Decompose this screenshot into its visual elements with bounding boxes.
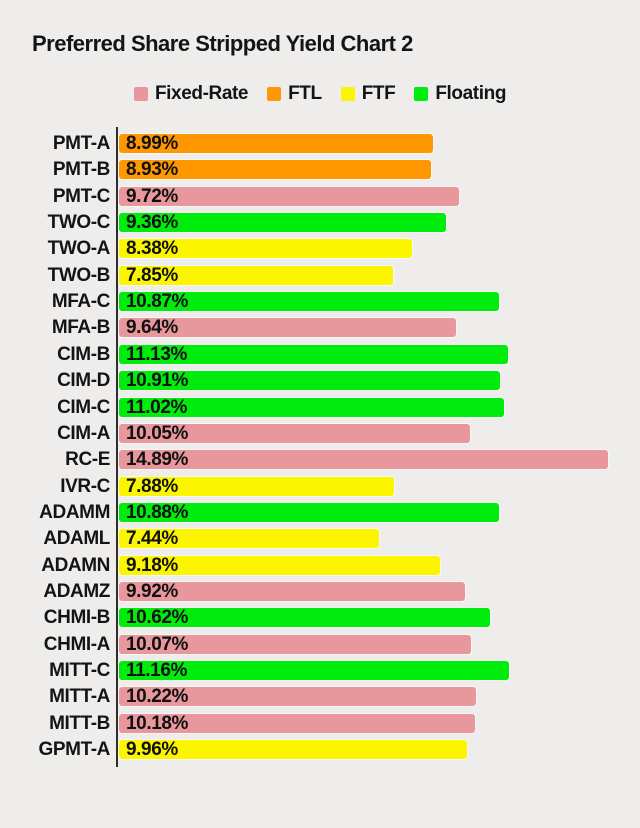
bar-value-label: 7.85%	[126, 265, 178, 286]
chart-row	[0, 635, 640, 661]
bar-value-label: 11.16%	[126, 660, 187, 681]
chart-row	[0, 266, 640, 292]
chart-row	[0, 424, 640, 450]
bar-value-label: 7.88%	[126, 476, 178, 497]
bar-value-label: 10.07%	[126, 634, 189, 655]
bar-value-label: 10.18%	[126, 713, 189, 734]
row-label: MFA-B	[51, 317, 110, 338]
legend-label: Fixed-Rate	[154, 83, 249, 104]
chart-row	[0, 740, 640, 766]
bar-value-label: 11.02%	[126, 397, 187, 418]
row-label: CIM-D	[57, 370, 110, 391]
chart-row	[0, 345, 640, 371]
bar-value-label: 10.91%	[126, 370, 189, 391]
chart-row	[0, 213, 640, 239]
row-label: ADAML	[43, 528, 110, 549]
legend-label: FTL	[288, 83, 322, 104]
chart-row	[0, 503, 640, 529]
chart-row	[0, 450, 640, 476]
row-label: MITT-A	[49, 686, 110, 707]
chart-row	[0, 134, 640, 160]
row-label: ADAMZ	[43, 581, 110, 602]
chart-title: Preferred Share Stripped Yield Chart 2	[32, 31, 413, 56]
row-label: MITT-C	[49, 660, 110, 681]
legend-label: FTF	[361, 83, 396, 104]
chart-row	[0, 714, 640, 740]
row-label: GPMT-A	[38, 739, 110, 760]
row-label: PMT-B	[52, 159, 110, 180]
bar-value-label: 10.22%	[126, 686, 189, 707]
row-label: MFA-C	[51, 291, 110, 312]
row-label: PMT-A	[52, 133, 110, 154]
row-label: RC-E	[65, 449, 110, 470]
chart-row	[0, 160, 640, 186]
bar-value-label: 9.92%	[126, 581, 178, 602]
bar-value-label: 9.18%	[126, 555, 178, 576]
row-label: TWO-A	[47, 238, 110, 259]
chart-row	[0, 318, 640, 344]
bar-value-label: 9.96%	[126, 739, 178, 760]
bar-value-label: 9.72%	[126, 186, 178, 207]
row-label: TWO-B	[47, 265, 110, 286]
chart-row	[0, 687, 640, 713]
bar-value-label: 10.88%	[126, 502, 189, 523]
bar-RC-E	[119, 450, 608, 469]
chart-row	[0, 398, 640, 424]
row-label: IVR-C	[60, 476, 110, 497]
row-label: ADAMN	[41, 555, 110, 576]
row-label: CIM-C	[57, 397, 110, 418]
chart-row	[0, 187, 640, 213]
bar-value-label: 11.13%	[126, 344, 187, 365]
bar-value-label: 9.64%	[126, 317, 178, 338]
chart-row	[0, 529, 640, 555]
chart-row	[0, 371, 640, 397]
row-label: PMT-C	[52, 186, 110, 207]
chart-row	[0, 661, 640, 687]
chart-row	[0, 556, 640, 582]
bar-value-label: 10.62%	[126, 607, 189, 628]
bar-value-label: 10.05%	[126, 423, 189, 444]
bar-value-label: 8.38%	[126, 238, 178, 259]
legend-label: Floating	[435, 83, 507, 104]
row-label: CHMI-B	[43, 607, 110, 628]
bar-value-label: 9.36%	[126, 212, 178, 233]
chart-row	[0, 292, 640, 318]
chart-row	[0, 582, 640, 608]
row-label: CIM-B	[57, 344, 110, 365]
bar-value-label: 14.89%	[126, 449, 189, 470]
bar-value-label: 7.44%	[126, 528, 178, 549]
chart-row	[0, 239, 640, 265]
row-label: TWO-C	[47, 212, 110, 233]
row-label: MITT-B	[49, 713, 110, 734]
bar-value-label: 10.87%	[126, 291, 189, 312]
chart-row	[0, 608, 640, 634]
row-label: CIM-A	[57, 423, 110, 444]
row-label: ADAMM	[39, 502, 110, 523]
row-label: CHMI-A	[43, 634, 110, 655]
bar-value-label: 8.99%	[126, 133, 178, 154]
bar-value-label: 8.93%	[126, 159, 178, 180]
chart-row	[0, 477, 640, 503]
